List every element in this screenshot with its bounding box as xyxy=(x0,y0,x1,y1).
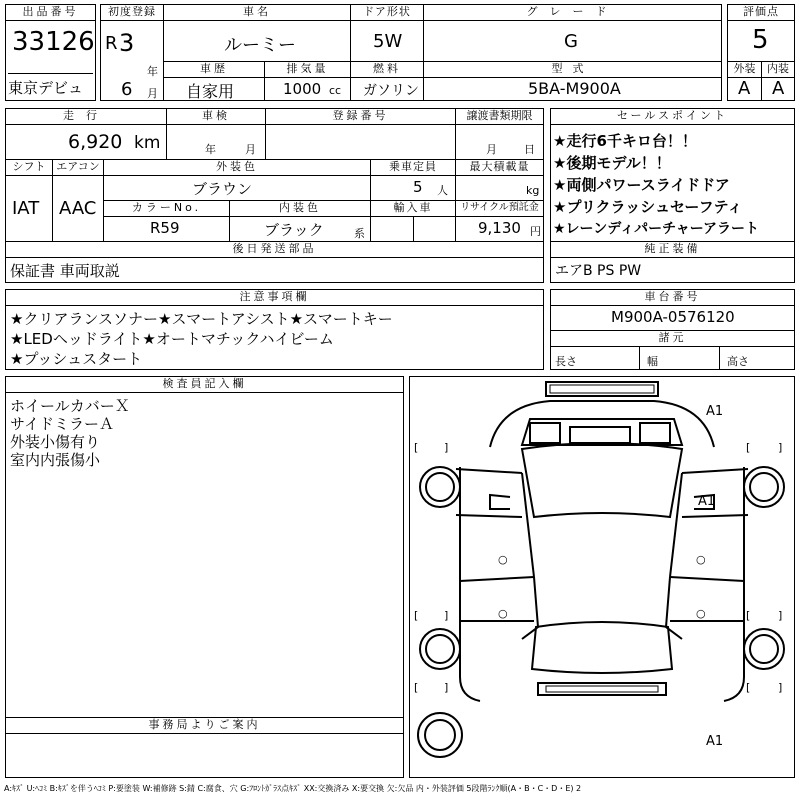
year-unit: 年 xyxy=(147,65,158,78)
mileage-unit: km xyxy=(134,133,161,153)
lot-box xyxy=(5,4,96,101)
month: 6 xyxy=(121,79,133,100)
office-label: 事務局よりご案内 xyxy=(6,718,403,734)
inspector-line: 室内内張傷小 xyxy=(10,451,101,469)
venue: 東京デビュ xyxy=(8,73,93,98)
int-color-box xyxy=(229,200,371,242)
sales-point: ★レーンディパーチャーアラート xyxy=(553,221,760,237)
transfer-day-unit: 日 xyxy=(524,143,535,156)
equip-box xyxy=(550,241,795,283)
door-label: ドア形状 xyxy=(351,5,423,21)
damage-mark: A1 xyxy=(706,404,724,419)
capacity-unit: 人 xyxy=(437,184,448,197)
year: 3 xyxy=(119,29,135,57)
mileage-box xyxy=(5,108,167,160)
dims-divider xyxy=(719,346,720,370)
displacement: 1000 xyxy=(283,80,322,98)
door-box xyxy=(350,4,424,62)
score-box xyxy=(727,4,795,62)
transfer-month-unit: 月 xyxy=(486,143,497,156)
sales-label: セールスポイント xyxy=(551,109,794,125)
fuel-box xyxy=(350,61,424,101)
ext-grade-label: 外装 xyxy=(728,62,761,78)
grade-box xyxy=(423,4,722,62)
bracket-mark: ] xyxy=(444,609,449,622)
damage-mark: A1 xyxy=(698,494,716,509)
import-divider xyxy=(413,216,414,242)
load-unit: kg xyxy=(526,184,540,197)
insp-month-unit: 月 xyxy=(245,143,256,156)
first-reg-box xyxy=(100,4,164,101)
displacement-unit: cc xyxy=(329,84,342,97)
score: 5 xyxy=(752,25,769,55)
bracket-mark: [ xyxy=(746,681,751,694)
history-label: 車歴 xyxy=(164,62,264,78)
model-box xyxy=(423,61,722,101)
recycle-box xyxy=(455,200,544,242)
int-grade-label: 内装 xyxy=(762,62,794,78)
equip: エアB PS PW xyxy=(555,263,642,279)
color-box xyxy=(103,159,371,201)
width-label: 幅 xyxy=(647,355,658,368)
note-line: ★クリアランスソナー★スマートアシスト★スマートキー xyxy=(10,310,393,328)
legend: A:ｷｽﾞ U:ﾍｺﾐ B:ｷｽﾞを伴うﾍｺﾐ P:要塗装 W:補修跡 S:錆 C:腐食、穴 G:ﾌﾛﾝﾄｶﾞﾗｽ点ｷｽﾞ XX:交換済み X:要交換 欠:欠品 内・外装評価 5段階ﾗﾝｸ順(A・B・C・D・E) 2 xyxy=(4,784,582,793)
load-box xyxy=(455,159,544,201)
history-box xyxy=(163,61,265,101)
shift-box xyxy=(5,159,53,242)
bracket-mark: ] xyxy=(444,441,449,454)
bracket-mark: [ xyxy=(414,609,419,622)
int-color: ブラック xyxy=(264,221,324,239)
bracket-mark: ] xyxy=(778,681,783,694)
displacement-box xyxy=(264,61,351,101)
car-name: ルーミー xyxy=(224,35,296,56)
circle-mark: ○ xyxy=(498,553,508,566)
grade: G xyxy=(564,31,578,52)
later-box xyxy=(5,241,544,283)
office-box xyxy=(5,717,404,778)
model: 5BA-M900A xyxy=(528,79,621,98)
damage-mark: A1 xyxy=(706,734,724,749)
int-color-label: 内装色 xyxy=(230,201,370,217)
import-label: 輸入車 xyxy=(371,201,455,217)
ac-box xyxy=(52,159,104,242)
door: 5W xyxy=(373,31,403,52)
notes-box xyxy=(5,289,544,370)
inspector-line: ホイールカバーＸ xyxy=(10,397,130,415)
inspector-line: サイドミラーＡ xyxy=(10,415,114,433)
circle-mark: ○ xyxy=(696,607,706,620)
fuel-label: 燃料 xyxy=(351,62,423,78)
reg-box xyxy=(265,108,456,160)
inspection-label: 車検 xyxy=(167,109,265,125)
capacity-label: 乗車定員 xyxy=(371,160,455,176)
recycle: 9,130 xyxy=(478,219,521,237)
first-reg-label: 初度登録 xyxy=(101,5,163,21)
inspection-box xyxy=(166,108,266,160)
model-label: 型式 xyxy=(424,62,721,78)
sales-point: ★走行6千キロ台！！ xyxy=(553,132,697,150)
later-label: 後日発送部品 xyxy=(6,242,543,258)
chassis-box xyxy=(550,289,795,331)
car-name-label: 車名 xyxy=(164,5,350,21)
note-line: ★LEDヘッドライト★オートマチックハイビーム xyxy=(10,330,334,348)
color: ブラウン xyxy=(192,180,253,198)
ext-grade-box xyxy=(727,61,762,101)
ac: AAC xyxy=(59,198,97,219)
circle-mark: ○ xyxy=(696,553,706,566)
car-diagram xyxy=(409,376,795,778)
later-items: 保証書 車両取説 xyxy=(10,262,120,280)
bracket-mark: [ xyxy=(414,441,419,454)
inspector-box xyxy=(5,376,404,718)
height-label: 高さ xyxy=(727,355,749,368)
transfer-box xyxy=(455,108,544,160)
mileage-label: 走行 xyxy=(6,109,166,125)
era: R xyxy=(105,33,118,54)
lot-label: 出品番号 xyxy=(6,5,95,21)
inspector-line: 外装小傷有り xyxy=(10,433,101,451)
bracket-mark: [ xyxy=(414,681,419,694)
length-label: 長さ xyxy=(555,355,577,368)
bracket-mark: [ xyxy=(746,441,751,454)
mileage: 6,920 xyxy=(68,131,123,153)
bracket-mark: ] xyxy=(778,609,783,622)
sales-box xyxy=(550,108,795,242)
recycle-label: リサイクル預託金 xyxy=(456,201,543,217)
ac-label: エアコン xyxy=(53,160,103,176)
recycle-unit: 円 xyxy=(530,225,541,238)
color-label: 外装色 xyxy=(104,160,370,176)
note-line: ★プッシュスタート xyxy=(10,350,143,368)
shift-label: シフト xyxy=(6,160,52,176)
dims-divider xyxy=(639,346,640,370)
sales-point: ★両側パワースライドドア xyxy=(553,176,730,194)
displacement-label: 排気量 xyxy=(265,62,350,78)
int-color-suffix: 系 xyxy=(354,227,365,240)
history: 自家用 xyxy=(186,82,235,101)
inspector-label: 検査員記入欄 xyxy=(6,377,403,393)
insp-year-unit: 年 xyxy=(205,143,216,156)
color-no: R59 xyxy=(150,219,180,237)
bracket-mark: ] xyxy=(444,681,449,694)
sales-point: ★後期モデル！！ xyxy=(553,154,671,172)
score-label: 評価点 xyxy=(728,5,794,21)
dims-label: 諸元 xyxy=(551,331,794,347)
ext-grade: A xyxy=(738,78,751,99)
dims-box xyxy=(550,330,795,370)
fuel: ガソリン xyxy=(363,83,419,99)
import-box xyxy=(370,200,456,242)
color-no-label: カラーNo. xyxy=(104,201,229,217)
car-name-box xyxy=(163,4,351,62)
sales-point: ★プリクラッシュセーフティ xyxy=(553,198,743,216)
shift: IAT xyxy=(12,198,40,219)
month-unit: 月 xyxy=(147,87,158,100)
int-grade-box xyxy=(761,61,795,101)
equip-label: 純正装備 xyxy=(551,242,794,258)
notes-label: 注意事項欄 xyxy=(6,290,543,306)
chassis-label: 車台番号 xyxy=(551,290,794,306)
bracket-mark: ] xyxy=(778,441,783,454)
load-label: 最大積載量 xyxy=(456,160,543,176)
lot-number: 33126 xyxy=(12,27,95,57)
transfer-label: 譲渡書類期限 xyxy=(456,109,543,125)
grade-label: グレード xyxy=(424,5,721,21)
color-no-box xyxy=(103,200,230,242)
reg-label: 登録番号 xyxy=(266,109,455,125)
circle-mark: ○ xyxy=(498,607,508,620)
capacity: 5 xyxy=(413,178,423,196)
bracket-mark: [ xyxy=(746,609,751,622)
car-diagram-drawing xyxy=(410,377,794,777)
capacity-box xyxy=(370,159,456,201)
chassis-number: M900A-0576120 xyxy=(611,308,735,326)
int-grade: A xyxy=(772,78,785,99)
